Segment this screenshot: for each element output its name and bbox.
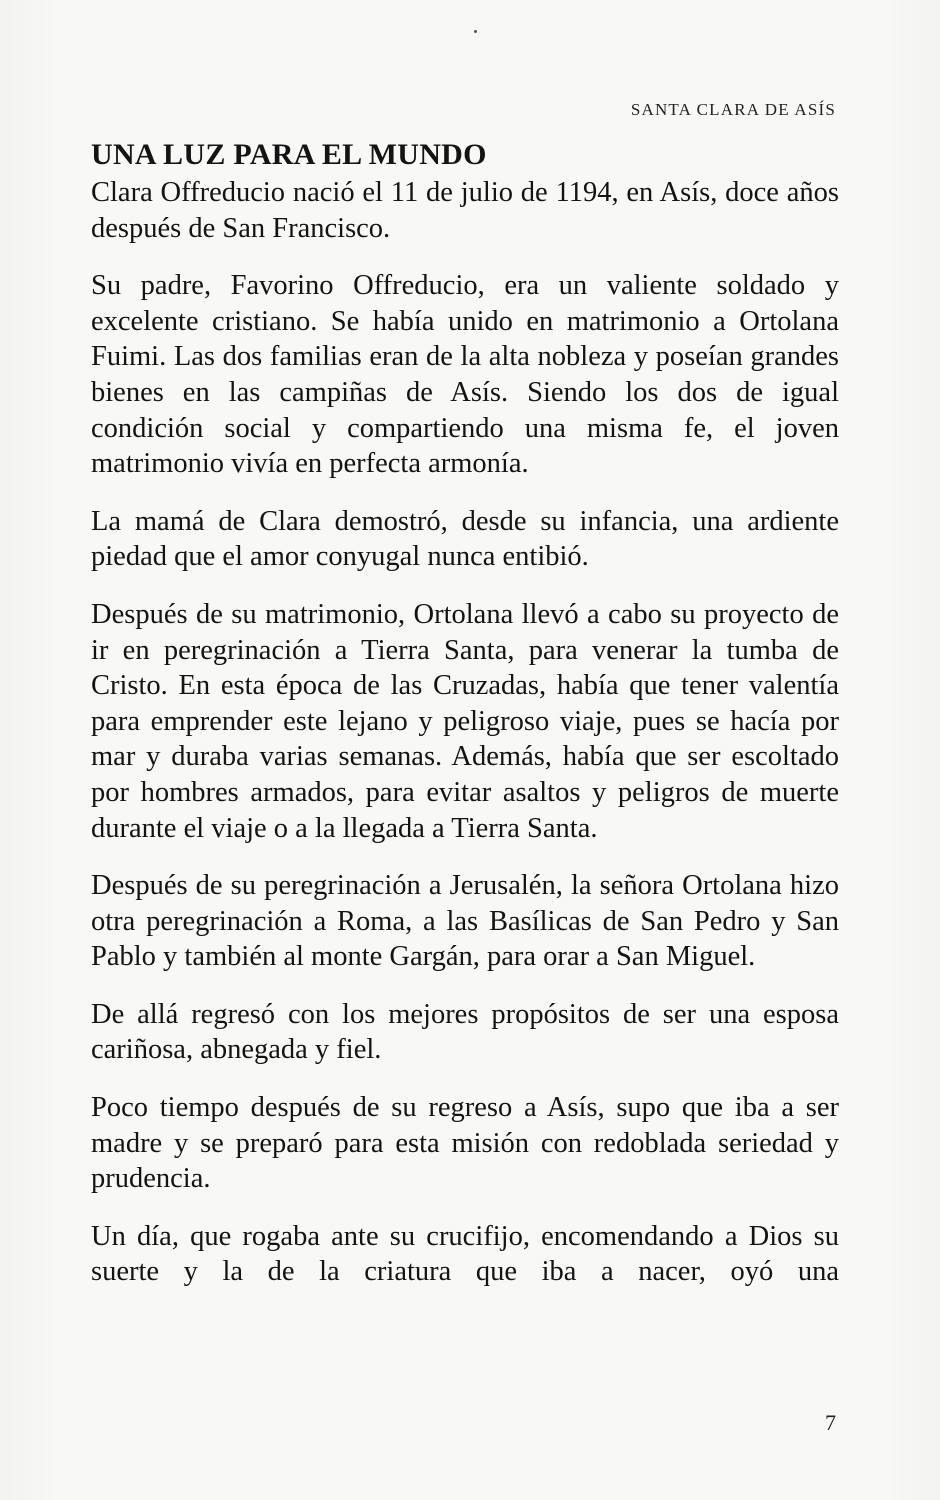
paragraph-2: Su padre, Favorino Offreducio, era un valiente soldado y excelente cristiano. Se había unido en matrimonio a Ortolana Fuimi. Las dos familias eran de la alta nobleza y poseían grandes bienes en las campiñas de Asís. Siendo los dos de igual condición social y compartiendo una misma fe, el joven matrimonio vivía en perfecta armonía. bbox=[91, 270, 839, 480]
page-body bbox=[91, 130, 839, 1312]
paragraph-7: Poco tiempo después de su regreso a Asís, supo que iba a ser madre y se preparó para esta misión con redoblada seriedad y prudencia. bbox=[91, 1092, 839, 1195]
paragraph-6: De allá regresó con los mejores propósitos de ser una esposa cariñosa, abnegada y fiel. bbox=[91, 998, 839, 1066]
page-number: 7 bbox=[825, 1410, 836, 1435]
paragraph-5: Después de su peregrinación a Jerusalén, la señora Ortolana hizo otra peregrinación a Roma, a las Basílicas de San Pedro y San Pablo y también al monte Gargán, para orar a San Miguel. bbox=[91, 870, 839, 973]
paragraph-4: Después de su matrimonio, Ortolana llevó a cabo su proyecto de ir en peregrinación a Tierra Santa, para venerar la tumba de Cristo. En esta época de las Cruzadas, había que tener valentía para emprender este lejano y peligroso viaje, pues se hacía por mar y duraba varias semanas. Además, había que ser escoltado por hombres armados, para evitar asaltos y peligros de muerte durante el viaje o a la llegada a Tierra Santa. bbox=[91, 598, 839, 844]
paragraph-8: Un día, que rogaba ante su crucifijo, encomendando a Dios su suerte y la de la criatura que iba a nacer, oyó una bbox=[91, 1220, 839, 1288]
print-speck bbox=[474, 30, 477, 33]
paragraph-1: Clara Offreducio nació el 11 de julio de 1194, en Asís, doce años después de San Francisco. bbox=[91, 177, 839, 244]
paragraph-3: La mamá de Clara demostró, desde su infancia, una ardiente piedad que el amor conyugal nunca entibió. bbox=[91, 505, 839, 573]
running-head: SANTA CLARA DE ASÍS bbox=[630, 100, 836, 119]
chapter-title: UNA LUZ PARA EL MUNDO bbox=[91, 138, 487, 171]
